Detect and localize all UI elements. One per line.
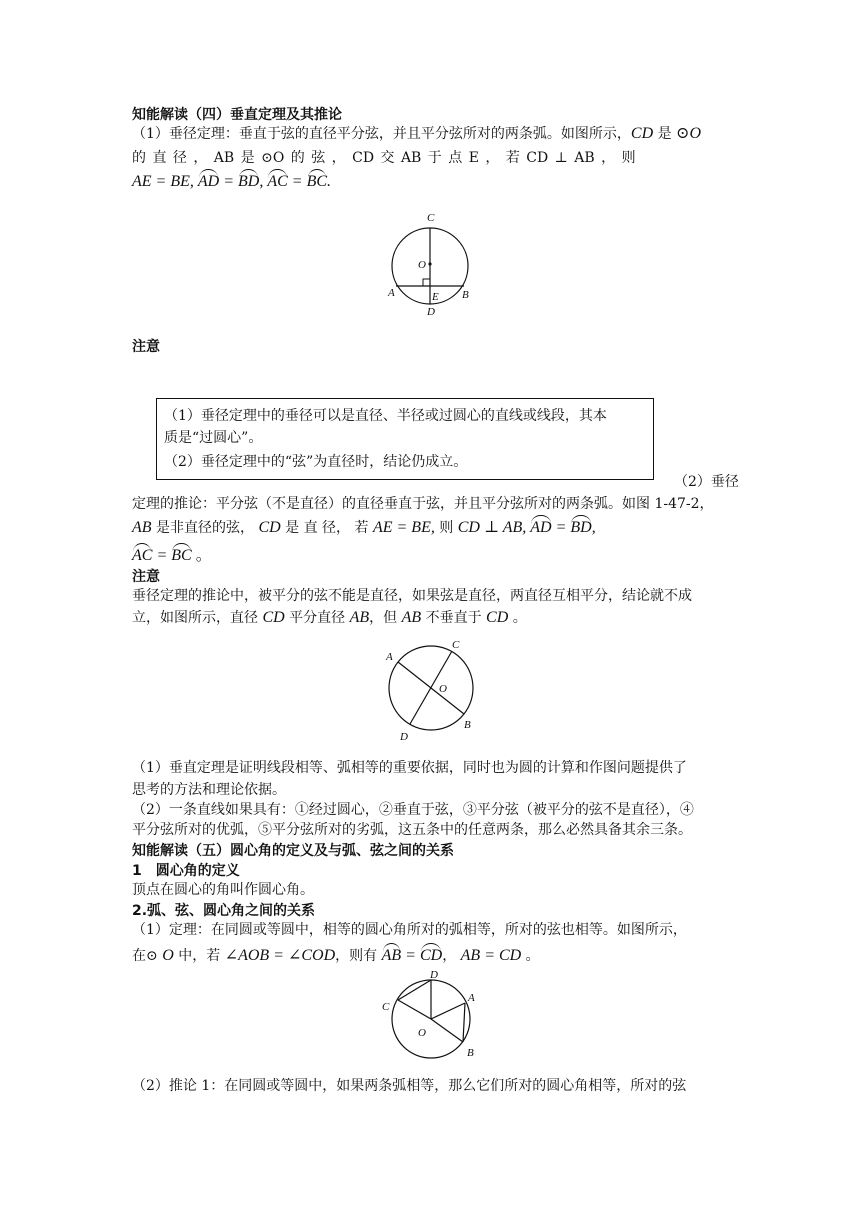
text-span: 的 直 径 ， AB 是 ⊙O 的 弦 ， CD 交 AB 于 点 E ， 若 CD ⊥ AB ， 则 [132, 150, 636, 166]
note-box-line-2: 质是“过圆心”。 [164, 430, 263, 446]
math-cd: CD [262, 609, 285, 626]
theorem-line-2 [132, 148, 636, 168]
label-o: O [439, 683, 447, 695]
note2-line-2 [132, 608, 527, 628]
label-d: D [430, 970, 438, 981]
radius-oc [398, 1000, 431, 1019]
arc-ad: AD [197, 173, 220, 190]
math-angles: ∠AOB = ∠COD [224, 947, 336, 964]
figure-perpendicular-diameter [382, 208, 482, 320]
text-span: 。 [508, 610, 527, 626]
label-b: B [462, 289, 469, 301]
text-span: 是 直 径， 若 [280, 520, 373, 536]
figure-central-angles [378, 970, 488, 1065]
comma: , [259, 173, 268, 190]
text-span: 立，如图所示，直径 [132, 610, 263, 626]
label-a: A [388, 287, 395, 299]
text-span: 是非直径的弦， [151, 520, 259, 536]
text-span: ， [442, 948, 461, 964]
label-b: B [467, 1047, 474, 1059]
definition-text: 顶点在圆心的角叫作圆心角。 [132, 882, 314, 898]
radius-ob [431, 1019, 463, 1042]
eq: = [287, 173, 307, 190]
corollary-line-1: 定理的推论：平分弦（不是直径）的直径垂直于弦，并且平分弦所对的两条弧。如图 1-47-2， [132, 496, 714, 512]
eq: = [219, 173, 239, 190]
arc-bd: BD [238, 173, 260, 190]
radius-oa [431, 1003, 465, 1019]
right-angle-mark [423, 279, 430, 286]
period: . [327, 173, 332, 190]
arc-ab: AB [381, 947, 402, 964]
note2-line-1: 垂径定理的推论中，被平分的弦不能是直径，如果弦是直径，两直径互相平分，结论就不成 [132, 588, 692, 604]
label-c: C [427, 212, 435, 224]
note-heading-1: 注意 [132, 339, 160, 355]
subheading-relationship: 2.弧、弦、圆心角之间的关系 [132, 903, 316, 919]
math-chords: AB = CD [460, 947, 522, 964]
center-point [428, 262, 431, 265]
math-circle-o: ⊙O [676, 125, 702, 142]
text-span: 则 [434, 520, 458, 536]
text-span: 不垂直于 [421, 610, 487, 626]
math-ab: AB [349, 609, 370, 626]
eq: = [401, 947, 420, 964]
corollary-label: （2）垂径 [674, 474, 739, 490]
arc-bc: BC [306, 173, 328, 190]
text-span: ，则有 [335, 948, 382, 964]
corollary-line-3 [132, 546, 212, 566]
label-d: D [400, 731, 408, 743]
arc-ac: AC [267, 173, 288, 190]
comma: , [591, 519, 596, 536]
math-o: O [162, 947, 174, 964]
section4-heading: 知能解读（四）垂直定理及其推论 [132, 107, 342, 123]
text-span: 。 [521, 948, 540, 964]
math-ab: AB [132, 519, 152, 536]
theorem-line-3 [132, 172, 331, 192]
figure-two-diameters [378, 636, 488, 746]
note-box-line-3: （2）垂径定理中的“弦”为直径时，结论仍成立。 [164, 454, 468, 470]
label-o: O [418, 259, 426, 271]
math-ab: AB [401, 609, 422, 626]
summary-2-line-1: （2）一条直线如果具有：①经过圆心，②垂直于弦，③平分弦（被平分的弦不是直径），④ [132, 802, 694, 818]
note-box-line-1: （1）垂径定理中的垂径可以是直径、半径或过圆心的直线或线段，其本 [164, 408, 607, 424]
label-c: C [382, 1001, 390, 1013]
label-e: E [432, 291, 439, 303]
corollary2-line-1: （2）推论 1：在同圆或等圆中，如果两条弧相等，那么它们所对的圆心角相等，所对的弦 [132, 1078, 687, 1094]
label-b: B [464, 719, 471, 731]
eq: = [551, 519, 571, 536]
summary-1-line-1: （1）垂直定理是证明线段相等、弧相等的重要依据，同时也为圆的计算和作图问题提供了 [132, 760, 687, 776]
section5-heading: 知能解读（五）圆心角的定义及与弧、弦之间的关系 [132, 843, 454, 859]
chord-cd [398, 980, 431, 1000]
theorem2-line-1: （1）定理：在同圆或等圆中，相等的圆心角所对的弧相等，所对的弦也相等。如图所示， [132, 922, 687, 938]
math-cd: CD [630, 125, 654, 142]
math-cd: CD [486, 609, 509, 626]
text-span: （1）垂径定理：垂直于弦的直径平分弦，并且平分弦所对的两条弧。如图所示， [132, 126, 631, 142]
arc-ad: AD [530, 519, 552, 536]
chord-ab [463, 1003, 465, 1042]
arc-bc: BC [171, 547, 192, 564]
text-span: ，但 [369, 610, 402, 626]
theorem-line-1 [132, 124, 701, 144]
label-o: O [418, 1027, 426, 1039]
arc-bd: BD [570, 519, 592, 536]
math-cd: CD [258, 519, 281, 536]
arc-ac: AC [132, 547, 153, 564]
text-span: 在⊙ [132, 948, 163, 964]
eq: = [152, 547, 172, 564]
theorem2-line-2 [132, 946, 540, 966]
math-ae-be: AE = BE, [132, 173, 198, 190]
text-span: 中，若 [173, 948, 225, 964]
text-span: 是 [653, 126, 677, 142]
label-a: A [468, 992, 475, 1004]
arc-cd: CD [419, 947, 443, 964]
subheading-definition: 1 圆心角的定义 [132, 863, 240, 879]
text-span: 平分直径 [284, 610, 350, 626]
label-c: C [452, 639, 460, 651]
summary-1-line-2: 思考的方法和理论依据。 [132, 782, 286, 798]
label-d: D [427, 306, 435, 318]
note-heading-2: 注意 [132, 569, 160, 585]
label-a: A [386, 651, 393, 663]
math-perp: CD ⊥ AB, [457, 519, 531, 536]
corollary-line-2 [132, 518, 596, 538]
summary-2-line-2: 平分弦所对的优弧，⑤平分弦所对的劣弧，这五条中的任意两条，那么必然具备其余三条。 [132, 822, 692, 838]
math-ae-be: AE = BE, [372, 519, 435, 536]
period: 。 [191, 547, 212, 564]
